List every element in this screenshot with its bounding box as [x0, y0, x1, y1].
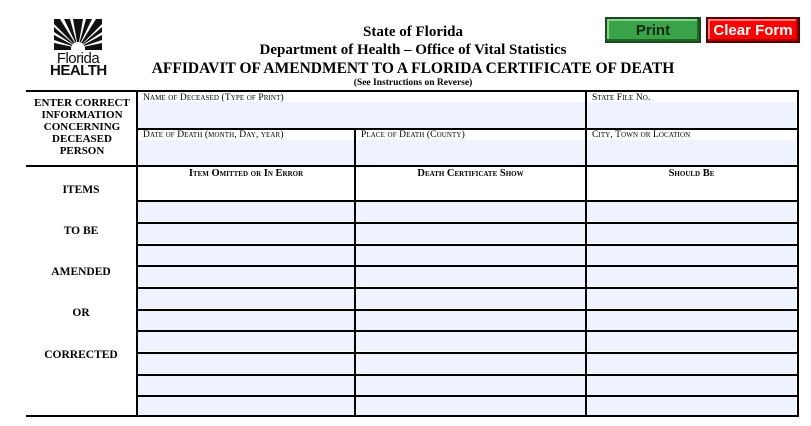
- should-be-cell[interactable]: [587, 246, 796, 265]
- divider: [136, 287, 799, 289]
- state-file-no-input[interactable]: [587, 102, 796, 128]
- divider: [354, 128, 356, 166]
- name-of-deceased-label: Name of Deceased (Type of Print): [143, 93, 284, 103]
- should-be-cell[interactable]: [587, 376, 796, 395]
- name-of-deceased-input[interactable]: [138, 102, 585, 128]
- divider: [26, 415, 799, 417]
- item-omitted-cell[interactable]: [138, 354, 354, 373]
- certificate-shows-cell[interactable]: [356, 397, 585, 416]
- certificate-shows-cell[interactable]: [356, 224, 585, 243]
- column-header-certificate-shows: Death Certificate Show: [417, 168, 524, 179]
- certificate-shows-cell[interactable]: [356, 354, 585, 373]
- place-of-death-input[interactable]: [356, 140, 585, 165]
- state-title: State of Florida: [363, 24, 463, 40]
- side-label-or: OR: [72, 307, 90, 319]
- side-label-amended: AMENDED: [51, 266, 111, 278]
- department-title: Department of Health – Office of Vital Statistics: [259, 42, 567, 58]
- item-omitted-cell[interactable]: [138, 224, 354, 243]
- divider: [26, 90, 799, 92]
- item-omitted-cell[interactable]: [138, 267, 354, 286]
- divider: [136, 309, 799, 311]
- column-header-should-be: Should Be: [668, 168, 715, 179]
- divider: [136, 200, 799, 202]
- divider: [136, 244, 799, 246]
- item-omitted-cell[interactable]: [138, 397, 354, 416]
- item-omitted-cell[interactable]: [138, 202, 354, 221]
- should-be-cell[interactable]: [587, 311, 796, 330]
- side-label-items: ITEMS: [62, 184, 100, 196]
- should-be-cell[interactable]: [587, 354, 796, 373]
- side-label-line: ENTER CORRECT: [34, 97, 130, 109]
- should-be-cell[interactable]: [587, 332, 796, 351]
- clear-form-button[interactable]: Clear Form: [706, 17, 800, 43]
- side-label-to-be: TO BE: [63, 225, 99, 237]
- form-title: AFFIDAVIT OF AMENDMENT TO A FLORIDA CERTIFICATE OF DEATH: [151, 60, 675, 77]
- date-of-death-label: Date of Death (month, Day, year): [143, 130, 284, 140]
- logo-text-health: HEALTH: [50, 62, 107, 79]
- item-omitted-cell[interactable]: [138, 246, 354, 265]
- divider: [354, 165, 356, 417]
- divider: [136, 128, 799, 130]
- divider: [797, 90, 799, 417]
- logo-text-florida: Florida: [56, 50, 100, 67]
- divider: [136, 222, 799, 224]
- certificate-shows-cell[interactable]: [356, 246, 585, 265]
- deceased-section-label: [28, 97, 136, 157]
- certificate-shows-cell[interactable]: [356, 311, 585, 330]
- item-omitted-cell[interactable]: [138, 376, 354, 395]
- item-omitted-cell[interactable]: [138, 289, 354, 308]
- certificate-shows-cell[interactable]: [356, 289, 585, 308]
- city-town-location-input[interactable]: [587, 140, 796, 165]
- should-be-cell[interactable]: [587, 224, 796, 243]
- date-of-death-input[interactable]: [138, 140, 354, 165]
- divider: [136, 395, 799, 397]
- should-be-cell[interactable]: [587, 202, 796, 221]
- divider: [136, 374, 799, 376]
- side-label-line: CONCERNING: [43, 121, 121, 133]
- side-label-corrected: CORRECTED: [44, 349, 118, 361]
- state-file-no-label: State File No.: [592, 93, 651, 103]
- florida-health-logo: [50, 18, 106, 78]
- should-be-cell[interactable]: [587, 397, 796, 416]
- print-button[interactable]: Print: [605, 17, 701, 43]
- divider: [585, 90, 587, 417]
- side-label-line: PERSON: [59, 145, 105, 157]
- instructions-note: (See Instructions on Reverse): [353, 78, 473, 88]
- side-label-line: INFORMATION: [41, 109, 123, 121]
- side-label-line: DECEASED: [52, 133, 112, 145]
- divider: [136, 265, 799, 267]
- city-town-location-label: City, Town or Location: [592, 130, 691, 140]
- certificate-shows-cell[interactable]: [356, 267, 585, 286]
- column-header-item-omitted: Item Omitted or In Error: [188, 168, 304, 179]
- divider: [136, 90, 138, 417]
- florida-health-sunburst-icon: [50, 18, 106, 52]
- certificate-shows-cell[interactable]: [356, 202, 585, 221]
- divider: [136, 352, 799, 354]
- certificate-shows-cell[interactable]: [356, 376, 585, 395]
- place-of-death-label: Place of Death (County): [361, 130, 465, 140]
- item-omitted-cell[interactable]: [138, 311, 354, 330]
- divider: [136, 330, 799, 332]
- divider: [26, 165, 799, 167]
- certificate-shows-cell[interactable]: [356, 332, 585, 351]
- should-be-cell[interactable]: [587, 267, 796, 286]
- should-be-cell[interactable]: [587, 289, 796, 308]
- item-omitted-cell[interactable]: [138, 332, 354, 351]
